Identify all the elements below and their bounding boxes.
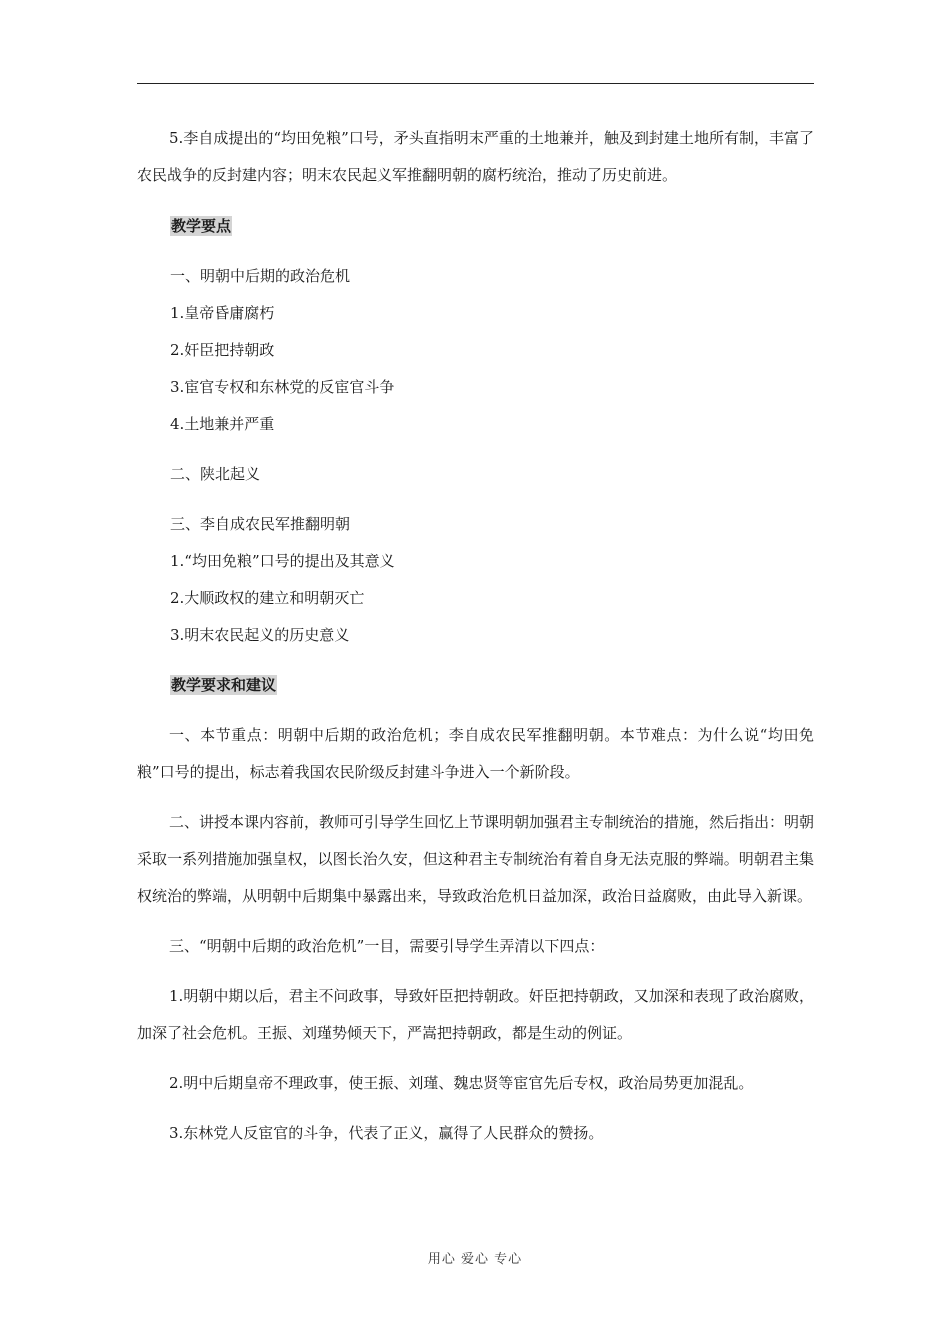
section-heading-key-points: 教学要点 bbox=[171, 217, 232, 235]
key-point-1: 一、明朝中后期的政治危机 bbox=[170, 267, 351, 285]
page-footer: 用心 爱心 专心 bbox=[427, 1252, 523, 1267]
key-point-3-item-1: 1.“均田免粮”口号的提出及其意义 bbox=[170, 552, 395, 570]
key-point-1-item-4: 4.土地兼并严重 bbox=[170, 415, 275, 433]
requirement-point-2: 2.明中后期皇帝不理政事，使王振、刘瑾、魏忠贤等宦官先后专权，政治局势更加混乱。 bbox=[169, 1074, 754, 1092]
paragraph-intro-5: 5.李自成提出的“均田免粮”口号，矛头直指明末严重的土地兼并，触及到封建土地所有制，丰富了农民战争的反封建内容；明末农民起义军推翻明朝的腐朽统治，推动了历史前进。 bbox=[137, 129, 814, 184]
requirement-point-1: 1.明朝中期以后，君主不问政事，导致奸臣把持朝政。奸臣把持朝政，又加深和表现了政治腐败，加深了社会危机。王振、刘瑾势倾天下，严嵩把持朝政，都是生动的例证。 bbox=[137, 987, 814, 1042]
key-point-1-item-2: 2.奸臣把持朝政 bbox=[170, 341, 275, 359]
key-point-3-item-2: 2.大顺政权的建立和明朝灭亡 bbox=[170, 589, 365, 607]
document-body bbox=[137, 120, 814, 1152]
requirement-paragraph-2: 二、讲授本课内容前，教师可引导学生回忆上节课明朝加强君主专制统治的措施，然后指出：明朝采取一系列措施加强皇权，以图长治久安，但这种君主专制统治有着自身无法克服的弊端。明朝君主集权统治的弊端，从明朝中后期集中暴露出来，导致政治危机日益加深，政治日益腐败，由此导入新课。 bbox=[137, 813, 815, 905]
header-rule bbox=[137, 83, 814, 84]
key-point-1-item-1: 1.皇帝昏庸腐朽 bbox=[170, 304, 275, 322]
key-point-3: 三、李自成农民军推翻明朝 bbox=[170, 515, 351, 533]
requirement-paragraph-1: 一、本节重点：明朝中后期的政治危机；李自成农民军推翻明朝。本节难点：为什么说“均田免粮”口号的提出，标志着我国农民阶级反封建斗争进入一个新阶段。 bbox=[137, 726, 814, 781]
section-heading-requirements: 教学要求和建议 bbox=[171, 676, 277, 694]
key-point-2: 二、陕北起义 bbox=[170, 465, 261, 483]
key-point-1-item-3: 3.宦官专权和东林党的反宦官斗争 bbox=[170, 378, 395, 396]
requirement-point-3: 3.东林党人反宦官的斗争，代表了正义，赢得了人民群众的赞扬。 bbox=[169, 1124, 604, 1142]
requirement-paragraph-3: 三、“明朝中后期的政治危机”一目，需要引导学生弄清以下四点： bbox=[169, 937, 605, 955]
key-point-3-item-3: 3.明末农民起义的历史意义 bbox=[170, 626, 350, 644]
